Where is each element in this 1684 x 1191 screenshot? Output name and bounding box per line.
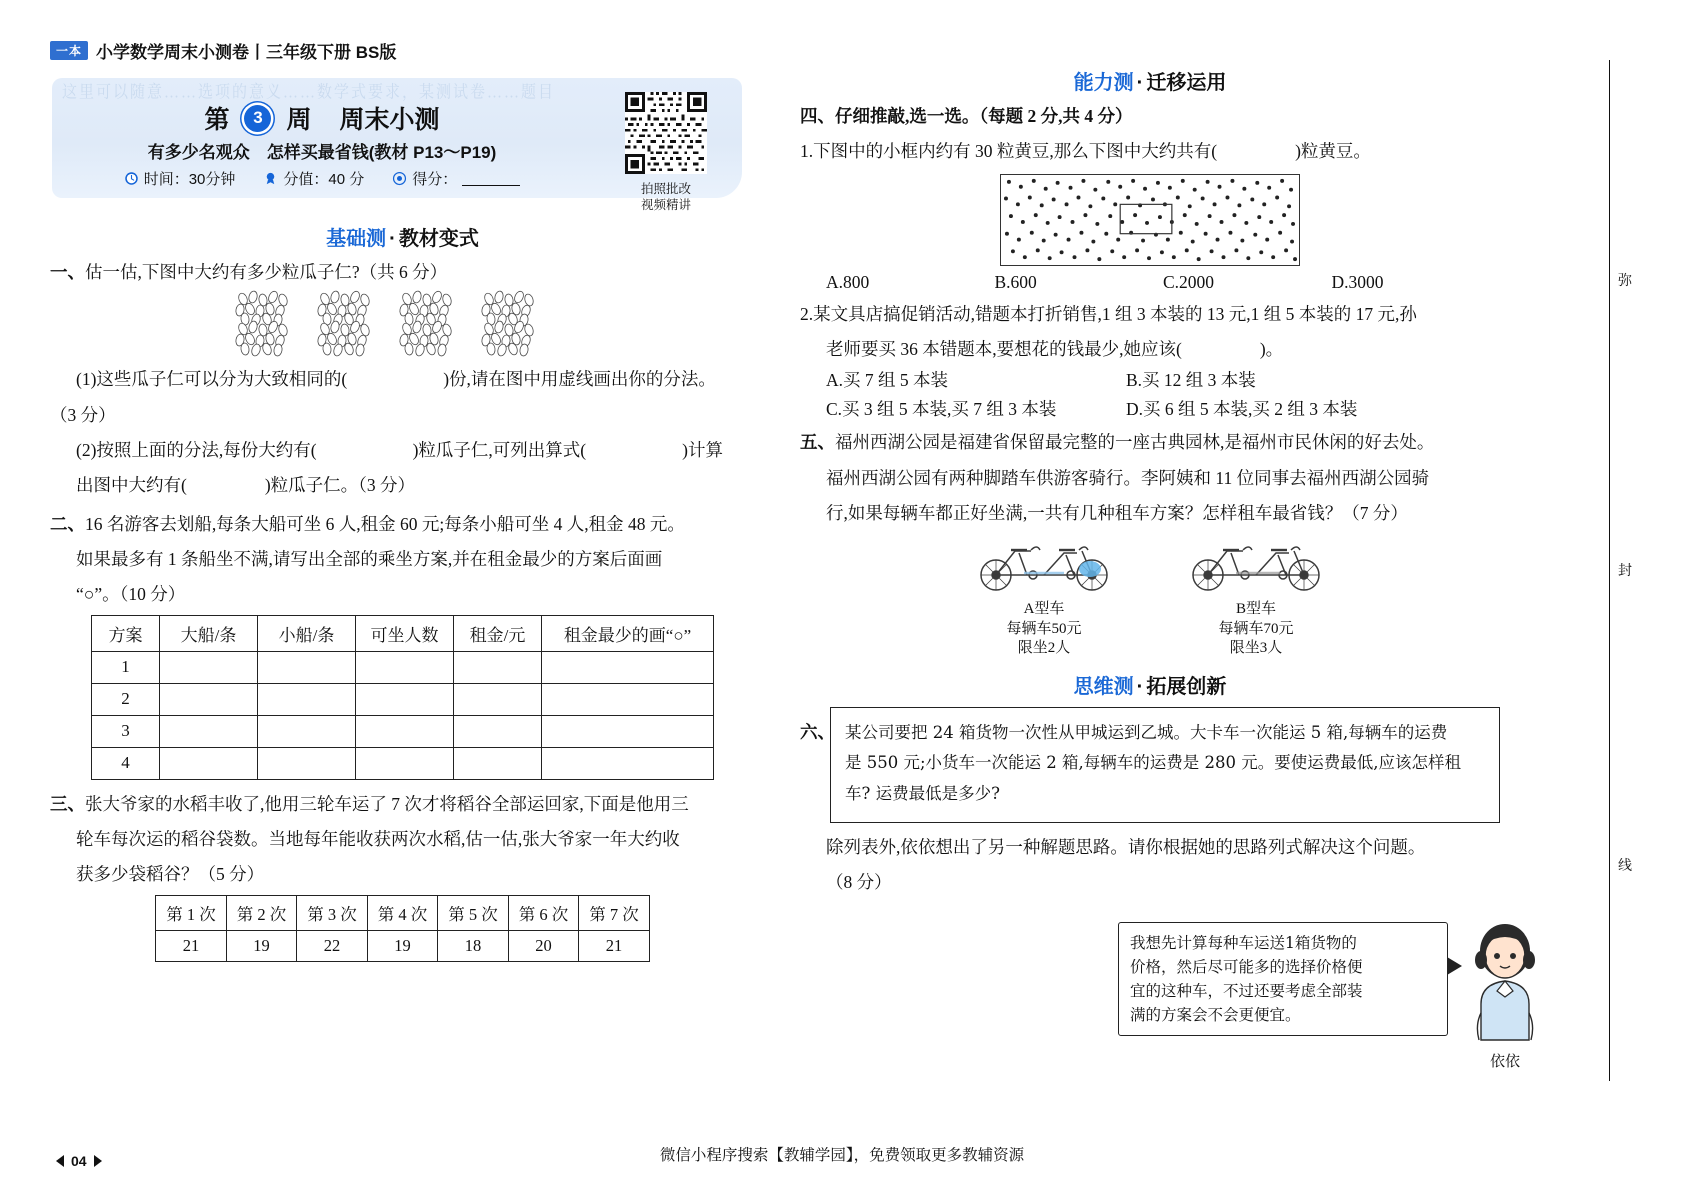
boat-row2-rent[interactable] — [454, 683, 542, 715]
banner-subtitle: 有多少名观众 怎样买最省钱(教材 P13～P19) — [147, 143, 497, 162]
q4-lead: 四、 — [800, 106, 835, 126]
boat-row3-small[interactable] — [258, 715, 356, 747]
section-header-basic — [50, 222, 755, 251]
boat-row3-mark[interactable] — [542, 715, 714, 747]
bike-b-price: 每辆车70元 — [1218, 620, 1294, 637]
question-4-item1 — [800, 137, 1500, 165]
sunflower-seeds-figure — [50, 292, 755, 358]
q6-box-line2: 是 550 元;小货车一次能运 2 箱,每辆车的运费是 280 元。要使运费最低,应该怎样租 — [845, 753, 1462, 773]
girl-name-label: 依依 — [1489, 1054, 1520, 1071]
seeds-illustration — [233, 292, 573, 356]
q4-item1-option-d[interactable]: D.3000 — [1331, 271, 1384, 292]
page-number: 04 — [71, 1153, 87, 1169]
q2-line1-text: 16 名游客去划船,每条大船可坐 6 人,租金 60 元;每条小船可坐 4 人,租金 48 元。 — [85, 513, 685, 534]
banner-title-prefix: 第 — [204, 106, 230, 134]
question-3-line3: 获多少袋稻谷？（5 分） — [76, 864, 265, 885]
q1-sub2-c: )计算 — [682, 440, 723, 461]
bubble-line2: 价格，然后尽可能多的选择价格便 — [1130, 958, 1363, 977]
q4-item1-option-b[interactable]: B.600 — [994, 271, 1037, 292]
tandem-bicycle-icon — [969, 531, 1119, 593]
table-row — [92, 651, 714, 683]
banner-ghost-text: 这里可以随意……选项的意义……数学式要求，某测试卷……题目 — [62, 83, 556, 102]
clock-icon — [124, 171, 139, 186]
q1-sub2-e: )粒瓜子仁。（3 分） — [264, 475, 416, 496]
q4-item1-option-a[interactable]: A.800 — [826, 271, 870, 292]
q3-line1-text: 张大爷家的水稻丰收了,他用三轮车运了 7 次才将稻谷全部运回家,下面是他用三 — [85, 793, 689, 814]
bubble-line4: 满的方案会不会更便宜。 — [1130, 1006, 1301, 1025]
speech-bubble — [1118, 922, 1448, 1036]
boat-plan-table — [91, 615, 714, 780]
q4-stem-text: 仔细推敲,选一选。（每题 2 分,共 4 分） — [835, 106, 1133, 126]
q6-box-line3: 车? 运费最低是多少? — [845, 784, 1000, 803]
qr-caption-line2: 视频精讲 — [640, 197, 691, 212]
gain-blank[interactable] — [462, 172, 520, 186]
seal-mark-2: 封 — [1618, 564, 1632, 579]
boat-col-small: 小船/条 — [258, 615, 356, 651]
rice-col-2: 第 2 次 — [226, 895, 297, 930]
section-basic-dot: · — [389, 228, 396, 250]
q1-sub2-d: 出图中大约有( — [76, 475, 187, 496]
boat-col-rent: 租金/元 — [454, 615, 542, 651]
seal-mark-1: 弥 — [1618, 274, 1632, 289]
question-1-sub1 — [50, 365, 755, 393]
question-2-line1 — [50, 510, 755, 538]
boat-row3-big[interactable] — [160, 715, 258, 747]
rice-val-1: 21 — [156, 930, 227, 961]
boat-row4-mark[interactable] — [542, 747, 714, 779]
bike-a-caption — [969, 600, 1119, 658]
banner-meta — [52, 168, 592, 189]
week-banner — [52, 78, 742, 212]
gain-label: 得分： — [412, 171, 458, 188]
question-4-item2-line1: 2.某文具店搞促销活动,错题本打折销售,1 组 3 本装的 13 元,1 组 5 本装的 17 元,孙 — [800, 303, 1417, 324]
question-4-item2-options-row1 — [800, 367, 1500, 392]
question-4-item2-line2 — [800, 335, 1500, 363]
footer-note: 微信小程序搜索【教辅学园】，免费领取更多教辅资源 — [659, 1147, 1025, 1164]
q6-box-line1: 某公司要把 24 箱货物一次性从甲城运到乙城。大卡车一次能运 5 箱,每辆车的运费 — [845, 722, 1448, 742]
boat-row1-seats[interactable] — [356, 651, 454, 683]
q6-lead: 六、 — [800, 721, 835, 742]
rice-val-4: 19 — [367, 930, 438, 961]
section-thinking-blue: 思维测 — [1073, 675, 1134, 698]
q4-item1-option-c[interactable]: C.2000 — [1163, 271, 1215, 292]
qr-caption-line1: 拍照批改 — [640, 182, 691, 196]
q4-item1-a: 1.下图中的小框内约有 30 粒黄豆,那么下图中大约共有( — [800, 141, 1218, 162]
rice-col-6: 第 6 次 — [508, 895, 579, 930]
q4-item1-b: )粒黄豆。 — [1295, 141, 1371, 162]
time-label: 时间：30分钟 — [143, 171, 236, 188]
right-column — [800, 66, 1520, 1082]
boat-row1-small[interactable] — [258, 651, 356, 683]
bubble-line1: 我想先计算每种车运送1箱货物的 — [1130, 934, 1357, 953]
tandem-bikes-figure — [800, 531, 1500, 658]
rice-val-5: 18 — [438, 930, 509, 961]
bike-b-name: B型车 — [1235, 601, 1276, 618]
q5-lead: 五、 — [800, 432, 835, 453]
question-4-item1-options — [800, 272, 1500, 293]
bike-a-price: 每辆车50元 — [1006, 620, 1082, 637]
seal-line — [1609, 60, 1611, 1081]
boat-col-mark: 租金最少的画“○” — [542, 615, 714, 651]
boat-row2-mark[interactable] — [542, 683, 714, 715]
soybean-figure — [1000, 174, 1300, 266]
time-meta — [124, 168, 236, 189]
target-icon — [392, 171, 407, 186]
brand-logo: 一本 — [50, 41, 88, 60]
q1-sub1-a: (1)这些瓜子仁可以分为大致相同的( — [76, 369, 348, 390]
bike-a — [969, 531, 1119, 658]
tandem-bicycle-icon — [1181, 531, 1331, 593]
boat-row2-small[interactable] — [258, 683, 356, 715]
bike-a-name: A型车 — [1023, 601, 1065, 618]
boat-row2-seats[interactable] — [356, 683, 454, 715]
banner-title-main: 周末小测 — [339, 106, 440, 134]
question-4-item2-options-row2 — [800, 396, 1500, 421]
q1-sub2-b: )粒瓜子仁,可列出算式( — [412, 440, 587, 461]
girl-character — [1455, 918, 1555, 1071]
rice-col-5: 第 5 次 — [438, 895, 509, 930]
section-header-thinking — [800, 670, 1500, 699]
boat-row1-rent[interactable] — [454, 651, 542, 683]
section-ability-dot: · — [1136, 72, 1144, 94]
question-6-after-line1: 除列表外,依依想出了另一种解题思路。请你根据她的思路列式解决这个问题。 — [826, 836, 1426, 857]
seal-mark-3: 线 — [1618, 859, 1632, 874]
boat-row1-plan: 1 — [92, 651, 160, 683]
rice-val-6: 20 — [508, 930, 579, 961]
running-head — [50, 38, 396, 63]
section-thinking-dot: · — [1136, 675, 1144, 698]
rice-val-7: 21 — [579, 930, 650, 961]
question-4-stem — [800, 102, 1500, 130]
boat-row4-small[interactable] — [258, 747, 356, 779]
section-basic-black: 教材变式 — [398, 228, 479, 250]
boat-row4-seats[interactable] — [356, 747, 454, 779]
q4-item2-option-d[interactable]: D.买 6 组 5 本装,买 2 组 3 本装 — [1126, 399, 1358, 420]
rice-col-4: 第 4 次 — [367, 895, 438, 930]
question-1-sub1-points: （3 分） — [50, 404, 116, 425]
boat-row4-rent[interactable] — [454, 747, 542, 779]
thinking-bubble-area — [800, 912, 1520, 1082]
q1-sub2-a: (2)按照上面的分法,每份大约有( — [76, 440, 317, 461]
question-1-stem — [50, 258, 755, 286]
boat-row1-mark[interactable] — [542, 651, 714, 683]
q1-sub1-b: )份,请在图中用虚线画出你的分法。 — [443, 369, 716, 390]
table-row — [156, 930, 650, 961]
gain-meta — [392, 168, 520, 189]
question-5-line1 — [800, 428, 1500, 456]
banner-title-mid: 周 — [286, 106, 312, 134]
boat-row3-seats[interactable] — [356, 715, 454, 747]
table-row — [92, 747, 714, 779]
boat-row3-plan: 3 — [92, 715, 160, 747]
qr-caption — [604, 182, 728, 213]
question-1-sub2-cont — [50, 471, 755, 499]
q2-lead: 二、 — [50, 513, 85, 534]
boat-col-seats: 可坐人数 — [356, 615, 454, 651]
boat-row4-big[interactable] — [160, 747, 258, 779]
table-header-row — [92, 615, 714, 651]
bike-b — [1181, 531, 1331, 658]
rice-col-1: 第 1 次 — [156, 895, 227, 930]
q6-box — [830, 707, 1500, 823]
girl-avatar-icon — [1459, 918, 1551, 1043]
table-row — [92, 683, 714, 715]
bubble-line3: 宜的这种车，不过还要考虑全部装 — [1130, 982, 1363, 1001]
boat-row4-plan: 4 — [92, 747, 160, 779]
table-row — [92, 715, 714, 747]
q4-item2-option-a[interactable]: A.买 7 组 5 本装 — [826, 370, 949, 391]
question-6-after-line2: （8 分） — [826, 871, 892, 892]
question-2-line2: 如果最多有 1 条船坐不满,请写出全部的乘坐方案,并在租金最少的方案后面画 — [76, 549, 663, 570]
score-label: 分值：40 分 — [283, 171, 365, 188]
qr-code-icon[interactable] — [625, 92, 707, 174]
q4-item2-option-b[interactable]: B.买 12 组 3 本装 — [1126, 370, 1256, 391]
rice-val-2: 19 — [226, 930, 297, 961]
left-column — [50, 222, 755, 962]
q4-item2-option-c[interactable]: C.买 3 组 5 本装,买 7 组 3 本装 — [826, 399, 1057, 420]
running-head-title: 小学数学周末小测卷丨三年级下册 BS版 — [96, 43, 397, 62]
rice-val-3: 22 — [297, 930, 368, 961]
section-thinking-black: 拓展创新 — [1146, 675, 1227, 698]
q4-item2-a: 老师要买 36 本错题本,要想花的钱最少,她应该( — [826, 339, 1182, 360]
rice-col-7: 第 7 次 — [579, 895, 650, 930]
question-3-line2: 轮车每次运的稻谷袋数。当地每年能收获两次水稻,估一估,张大爷家一年大约收 — [76, 829, 680, 850]
rice-bags-table — [155, 895, 650, 962]
week-number-badge: 3 — [244, 105, 271, 132]
question-3-line1 — [50, 790, 755, 818]
section-ability-blue: 能力测 — [1073, 72, 1134, 94]
table-header-row — [156, 895, 650, 930]
qr-block — [604, 92, 728, 213]
section-basic-blue: 基础测 — [326, 228, 387, 250]
q3-lead: 三、 — [50, 793, 85, 814]
question-6-boxed — [800, 707, 1500, 823]
score-meta — [263, 168, 364, 189]
question-5-line2: 福州西湖公园有两种脚踏车供游客骑行。李阿姨和 11 位同事去福州西湖公园骑 — [826, 467, 1430, 488]
bike-b-caption — [1181, 600, 1331, 658]
bike-b-seats: 限坐3人 — [1229, 639, 1283, 656]
q5-line1-text: 福州西湖公园是福建省保留最完整的一座古典园林,是福州市民休闲的好去处。 — [835, 432, 1435, 453]
bike-a-seats: 限坐2人 — [1017, 639, 1071, 656]
section-ability-black: 迁移运用 — [1146, 72, 1227, 94]
boat-col-plan: 方案 — [92, 615, 160, 651]
question-5-line3: 行,如果每辆车都正好坐满,一共有几种租车方案？怎样租车最省钱？（7 分） — [826, 503, 1408, 524]
banner-title — [52, 100, 592, 136]
soybean-dots — [1001, 175, 1299, 265]
boat-col-big: 大船/条 — [160, 615, 258, 651]
boat-row2-plan: 2 — [92, 683, 160, 715]
rice-col-3: 第 3 次 — [297, 895, 368, 930]
q1-stem-text: 估一估,下图中大约有多少粒瓜子仁?（共 6 分） — [85, 262, 448, 282]
q4-item2-b: )。 — [1259, 339, 1284, 360]
medal-icon — [263, 171, 278, 186]
boat-row2-big[interactable] — [160, 683, 258, 715]
question-1-sub2 — [50, 436, 755, 464]
section-header-ability — [800, 66, 1500, 95]
question-2-line3: “○”。（10 分） — [76, 584, 186, 605]
boat-row3-rent[interactable] — [454, 715, 542, 747]
q1-lead: 一、 — [50, 262, 85, 282]
boat-row1-big[interactable] — [160, 651, 258, 683]
